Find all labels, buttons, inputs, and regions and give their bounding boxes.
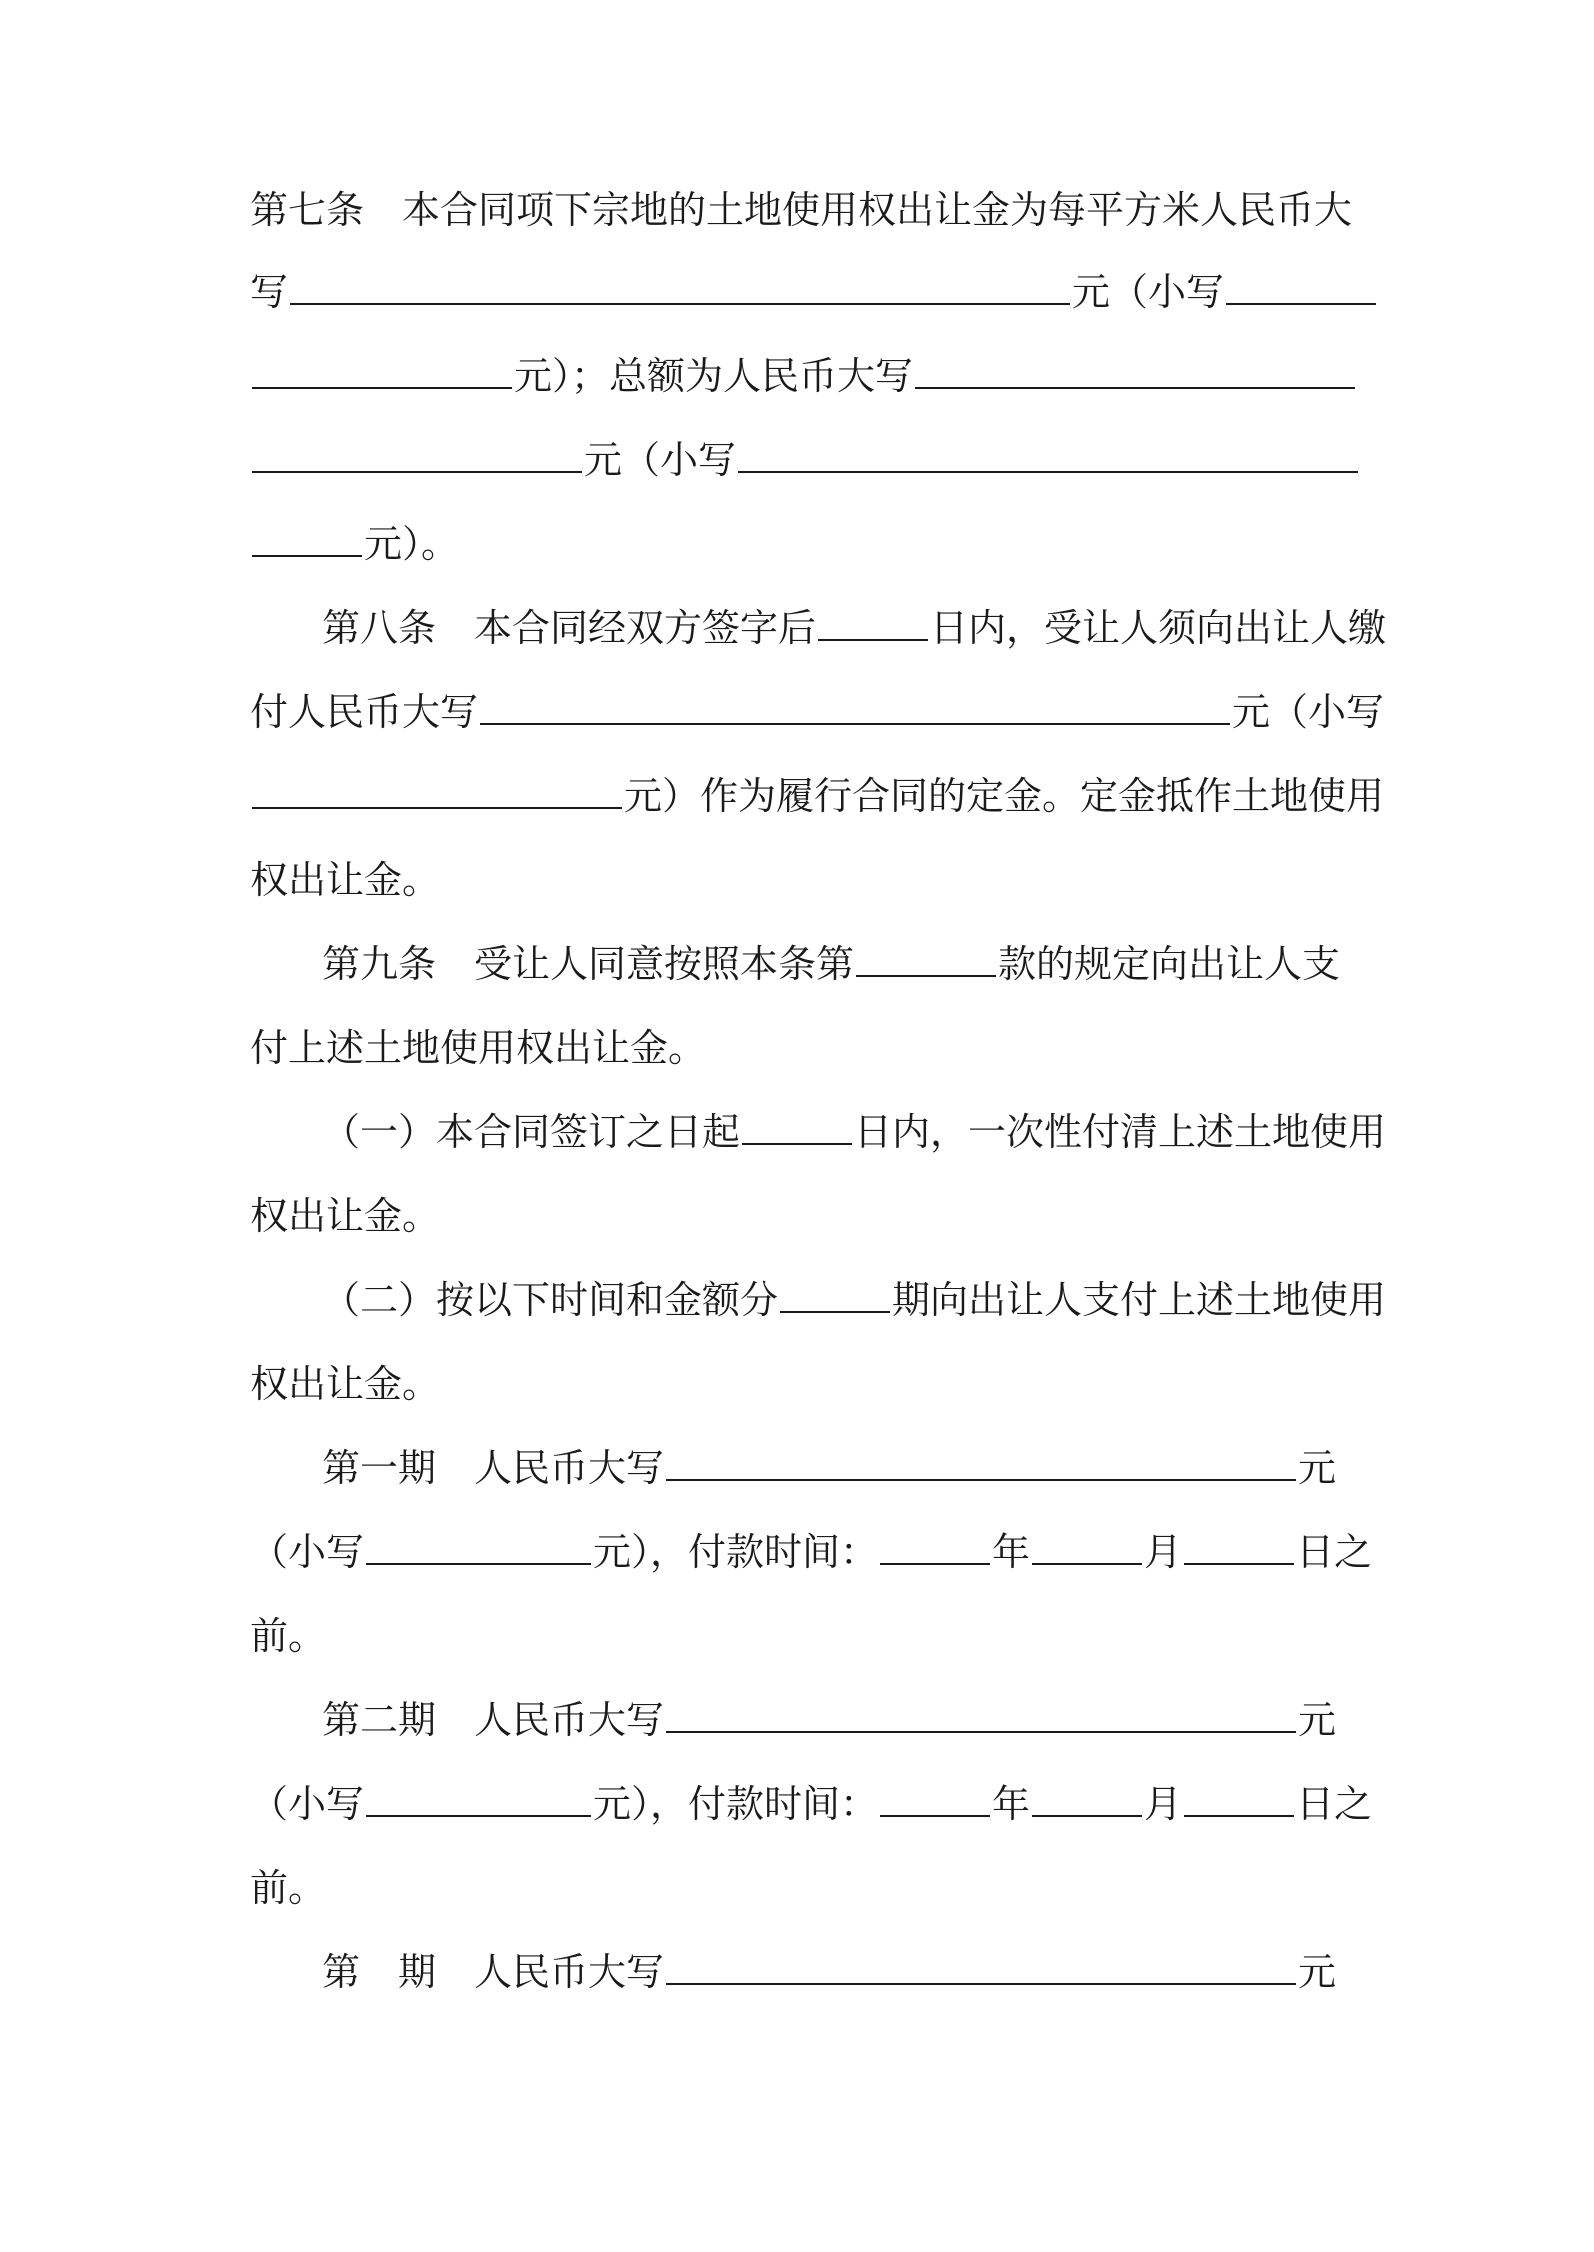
line-text: 年 [992,1530,1031,1574]
text-line-p1-l1 [322,1436,1336,1500]
line-text: 月 [1144,1782,1183,1826]
text-line-art8-l2 [250,680,1384,744]
line-text: 付上述土地使用权出让金。 [250,1026,707,1070]
fill-in-blank[interactable] [780,1271,890,1313]
fill-in-blank[interactable] [366,1775,591,1817]
line-text: 元（小写 [1072,270,1225,314]
text-line-item2-l2 [250,1352,440,1416]
line-text: 日内，一次性付清上述土地使用 [854,1110,1387,1154]
text-line-p2-l2 [250,1772,1372,1836]
text-line-p1-l3 [250,1604,326,1668]
line-text: 日之 [1296,1530,1373,1574]
text-line-art7-l4 [250,428,1360,492]
line-text: 第 期 人民币大写 [322,1950,665,1994]
text-line-art7-l3 [250,344,1357,408]
line-text: （小写 [250,1782,365,1826]
text-line-art9-l1 [322,932,1340,996]
text-line-art7-l2 [250,260,1378,324]
fill-in-blank[interactable] [666,1439,1296,1481]
fill-in-blank[interactable] [880,1523,990,1565]
text-line-art7-l5 [250,512,459,576]
text-line-p2-l1 [322,1688,1336,1752]
text-line-art8-l3 [250,764,1384,828]
line-text: （一）本合同签订之日起 [322,1110,741,1154]
fill-in-blank[interactable] [252,515,362,557]
fill-in-blank[interactable] [252,347,512,389]
line-text: 前。 [250,1614,327,1658]
text-line-art9-l2 [250,1016,706,1080]
fill-in-blank[interactable] [880,1775,990,1817]
fill-in-blank[interactable] [366,1523,591,1565]
fill-in-blank[interactable] [742,1103,852,1145]
line-text: 元 [1298,1950,1337,1994]
line-text: 前。 [250,1866,327,1910]
text-line-item2-l1 [322,1268,1386,1332]
line-text: 日内，受让人须向出让人缴 [930,606,1387,650]
fill-in-blank[interactable] [856,935,996,977]
text-line-p2-l3 [250,1856,326,1920]
line-text: 元）。 [364,522,460,566]
line-text: 元），付款时间： [593,1530,879,1574]
line-text: 元）；总额为人民币大写 [514,354,914,398]
text-line-art7-l1 [250,178,1352,242]
line-text: 年 [992,1782,1031,1826]
line-text: 元（小写 [584,438,737,482]
line-text: 元），付款时间： [593,1782,879,1826]
line-text: 付人民币大写 [250,690,479,734]
line-text: 元（小写 [1232,690,1385,734]
text-line-art8-l4 [250,848,440,912]
fill-in-blank[interactable] [818,599,928,641]
text-line-item1-l1 [322,1100,1386,1164]
fill-in-blank[interactable] [252,431,582,473]
fill-in-blank[interactable] [1184,1775,1294,1817]
fill-in-blank[interactable] [290,263,1070,305]
line-text: 第八条 本合同经双方签字后 [322,606,817,650]
fill-in-blank[interactable] [480,683,1230,725]
line-text: 日之 [1296,1782,1373,1826]
line-text: 权出让金。 [250,858,441,902]
line-text: 权出让金。 [250,1362,441,1406]
line-text: 权出让金。 [250,1194,441,1238]
line-text: 第七条 本合同项下宗地的土地使用权出让金为每平方米人民币大 [250,188,1353,232]
line-text: 元）作为履行合同的定金。定金抵作土地使用 [624,774,1385,818]
line-text: 第九条 受让人同意按照本条第 [322,942,855,986]
fill-in-blank[interactable] [1184,1523,1294,1565]
line-text: （二）按以下时间和金额分 [322,1278,779,1322]
line-text: 写 [250,270,289,314]
line-text: 月 [1144,1530,1183,1574]
fill-in-blank[interactable] [666,1943,1296,1985]
line-text: 元 [1298,1698,1337,1742]
text-line-art8-l1 [322,596,1386,660]
text-line-p1-l2 [250,1520,1372,1584]
text-line-pn-l1 [322,1940,1336,2004]
line-text: （小写 [250,1530,365,1574]
fill-in-blank[interactable] [1032,1523,1142,1565]
line-text: 款的规定向出让人支 [998,942,1341,986]
fill-in-blank[interactable] [666,1691,1296,1733]
line-text: 第一期 人民币大写 [322,1446,665,1490]
line-text: 第二期 人民币大写 [322,1698,665,1742]
fill-in-blank[interactable] [252,767,622,809]
text-line-item1-l2 [250,1184,440,1248]
line-text: 期向出让人支付上述土地使用 [892,1278,1387,1322]
fill-in-blank[interactable] [1032,1775,1142,1817]
fill-in-blank[interactable] [915,347,1355,389]
fill-in-blank[interactable] [738,431,1358,473]
fill-in-blank[interactable] [1226,263,1376,305]
line-text: 元 [1298,1446,1337,1490]
